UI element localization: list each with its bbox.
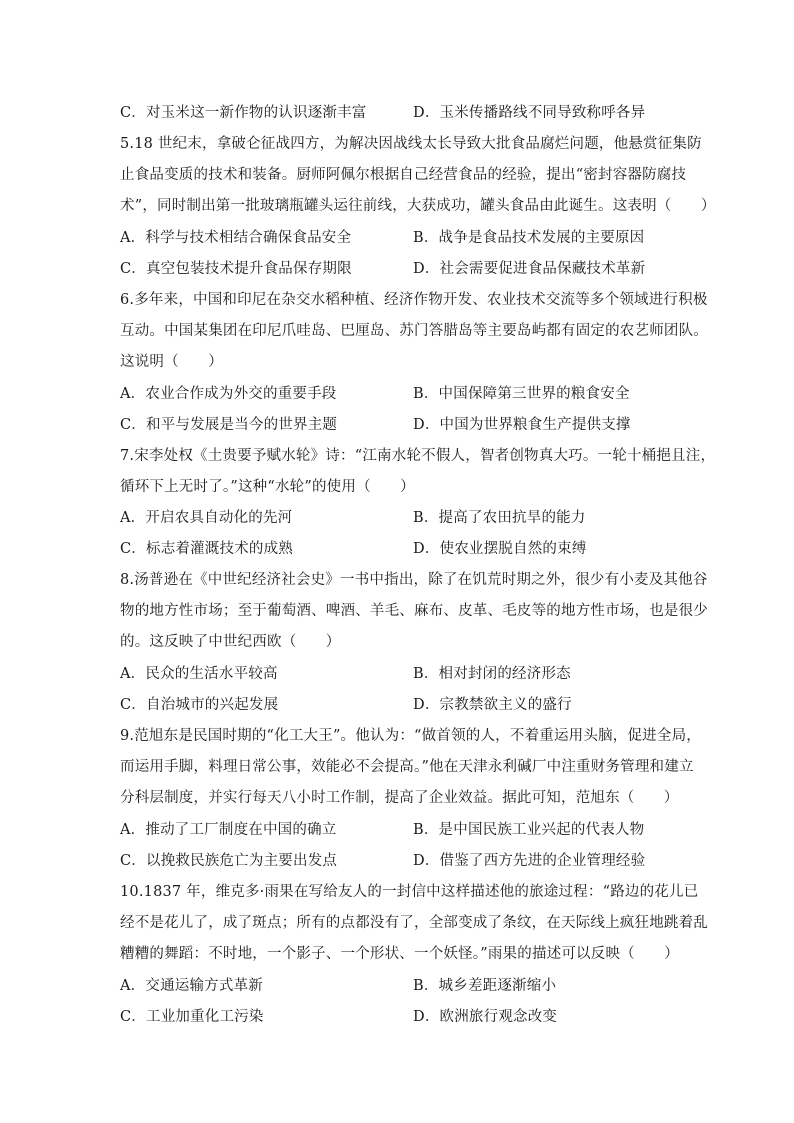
question-text: 9.范旭东是民国时期的“化工大王”。他认为：“做首领的人，不着重运用头脑，促进全局， — [120, 728, 701, 744]
option-a: A．开启农具自动化的先河 — [120, 510, 293, 526]
option-a: A．农业合作成为外交的重要手段 — [120, 386, 337, 402]
option-d: D．玉米传播路线不同导致称呼各异 — [413, 105, 646, 121]
option-b: B．相对封闭的经济形态 — [413, 666, 571, 682]
option-a: A．推动了工厂制度在中国的确立 — [120, 822, 337, 838]
question-text: 经不是花儿了，成了斑点；所有的点都没有了，全部变成了条纹，在天际线上疯狂地跳着乱 — [120, 915, 708, 931]
question-text: 这说明（ ） — [120, 354, 223, 370]
option-a: A．民众的生活水平较高 — [120, 666, 278, 682]
question-text: 10.1837 年，维克多·雨果在写给友人的一封信中这样描述他的旅途过程：“路边的花儿已 — [120, 884, 699, 900]
option-d: D．社会需要促进食品保藏技术革新 — [413, 261, 646, 277]
option-c: C．工业加重化工污染 — [120, 1009, 264, 1025]
question-text: 而运用手脚，料理日常公事，效能必不会提高。”他在天津永利碱厂中注重财务管理和建立 — [120, 759, 694, 775]
question-text: 物的地方性市场；至于葡萄酒、啤酒、羊毛、麻布、皮革、毛皮等的地方性市场，也是很少 — [120, 603, 708, 619]
option-b: B．提高了农田抗旱的能力 — [413, 510, 586, 526]
question-text: 术”，同时制出第一批玻璃瓶罐头运往前线，大获成功，罐头食品由此诞生。这表明（ ） — [120, 198, 716, 214]
option-c: C．真空包装技术提升食品保存期限 — [120, 261, 352, 277]
question-text: 8.汤普逊在《中世纪经济社会史》一书中指出，除了在饥荒时期之外，很少有小麦及其他谷 — [120, 572, 708, 588]
option-b: B．城乡差距逐渐缩小 — [413, 978, 557, 994]
option-a: A．交通运输方式革新 — [120, 978, 263, 994]
option-c: C．以挽救民族危亡为主要出发点 — [120, 853, 338, 869]
option-c: C．自治城市的兴起发展 — [120, 697, 279, 713]
option-b: B．中国保障第三世界的粮食安全 — [413, 386, 630, 402]
option-c: C．和平与发展是当今的世界主题 — [120, 417, 338, 433]
question-text: 的。这反映了中世纪西欧（ ） — [120, 634, 341, 650]
question-text: 糟糟的舞蹈：不时地，一个影子、一个形状、一个妖怪。”雨果的描述可以反映（ ） — [120, 946, 679, 962]
option-d: D．使农业摆脱自然的束缚 — [413, 541, 587, 557]
question-text: 5.18 世纪末，拿破仑征战四方，为解决因战线太长导致大批食品腐烂问题，他悬赏征集防 — [120, 136, 702, 152]
question-text: 分科层制度，并实行每天八小时工作制，提高了企业效益。据此可知，范旭东（ ） — [120, 790, 679, 806]
question-text: 6.多年来，中国和印尼在杂交水稻种植、经济作物开发、农业技术交流等多个领域进行积极 — [120, 292, 708, 308]
option-d: D．宗教禁欲主义的盛行 — [413, 697, 572, 713]
option-a: A．科学与技术相结合确保食品安全 — [120, 230, 352, 246]
question-text: 循环下上无时了。”这种“水轮”的使用（ ） — [120, 479, 415, 495]
option-c: C．标志着灌溉技术的成熟 — [120, 541, 293, 557]
question-text: 止食品变质的技术和装备。厨师阿佩尔根据自己经营食品的经验，提出“密封容器防腐技 — [120, 167, 687, 183]
option-d: D．欧洲旅行观念改变 — [413, 1009, 558, 1025]
question-text: 7.宋李处权《土贵要予赋水轮》诗：“江南水轮不假人，智者创物真大巧。一轮十桶挹且注， — [120, 448, 716, 464]
option-c: C．对玉米这一新作物的认识逐渐丰富 — [120, 105, 367, 121]
question-text: 互动。中国某集团在印尼爪哇岛、巴厘岛、苏门答腊岛等主要岛屿都有固定的农艺师团队。 — [120, 323, 708, 339]
option-d: D．借鉴了西方先进的企业管理经验 — [413, 853, 646, 869]
option-b: B．战争是食品技术发展的主要原因 — [413, 230, 645, 246]
option-d: D．中国为世界粮食生产提供支撑 — [413, 417, 631, 433]
option-b: B．是中国民族工业兴起的代表人物 — [413, 822, 645, 838]
